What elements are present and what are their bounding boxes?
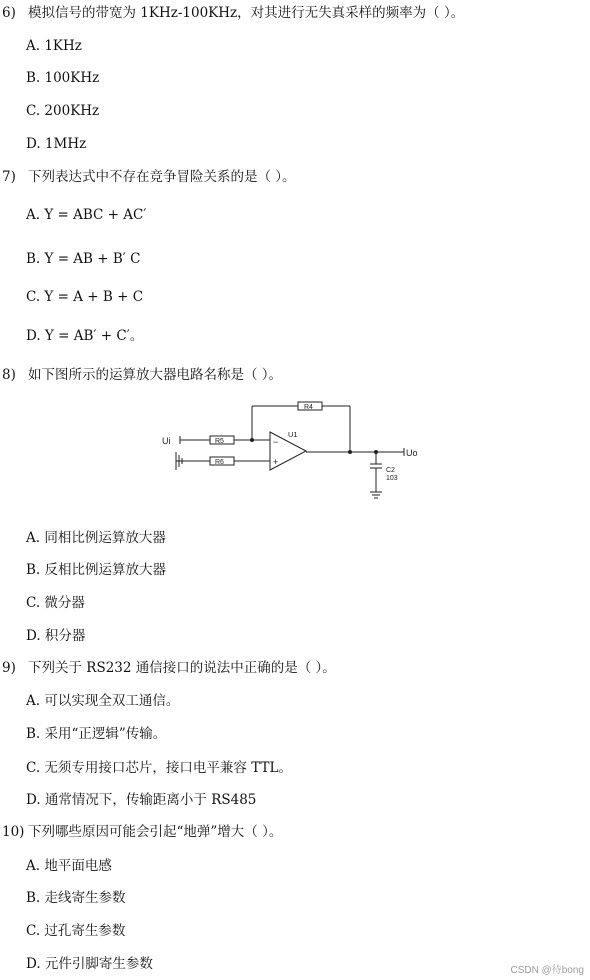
opamp-label: U1	[288, 430, 298, 439]
question-text: 下列关于 RS232 通信接口的说法中正确的是（ ）。	[28, 660, 336, 676]
option-9d: D. 通常情况下，传输距离小于 RS485	[26, 792, 257, 808]
option-7d: D. Y = AB′ + C′。	[26, 328, 144, 344]
question-text: 下列哪些原因可能会引起“地弹”增大（ ）。	[28, 824, 283, 840]
option-8b: B. 反相比例运算放大器	[26, 562, 167, 578]
option-8c: C. 微分器	[26, 595, 85, 611]
option-7a: A. Y = ABC + AC′	[26, 207, 147, 223]
question-8	[2, 366, 282, 384]
watermark: CSDN @待bong	[510, 965, 584, 976]
option-8a: A. 同相比例运算放大器	[26, 530, 166, 546]
question-7	[2, 168, 296, 186]
option-6c: C. 200KHz	[26, 103, 100, 119]
opamp-circuit-diagram	[158, 396, 428, 508]
junction-dot-output	[348, 450, 352, 454]
question-9	[2, 659, 336, 677]
option-6a: A. 1KHz	[26, 38, 82, 54]
output-label: Uo	[406, 448, 418, 458]
input-label: Ui	[162, 436, 171, 446]
option-6b: B. 100KHz	[26, 70, 100, 86]
question-text: 模拟信号的带宽为 1KHz-100KHz，对其进行无失真采样的频率为（ ）。	[28, 5, 465, 21]
question-text: 如下图所示的运算放大器电路名称是（ ）。	[28, 367, 283, 383]
question-10	[2, 823, 282, 841]
option-9b: B. 采用“正逻辑”传输。	[26, 726, 167, 742]
question-number: 7)	[2, 169, 16, 185]
question-number: 10)	[2, 824, 25, 840]
option-10b: B. 走线寄生参数	[26, 890, 126, 906]
cap-value: 103	[386, 475, 398, 482]
option-9c: C. 无须专用接口芯片，接口电平兼容 TTL。	[26, 760, 292, 776]
junction-dot-cap	[374, 450, 378, 454]
r6-label: R6	[215, 459, 224, 466]
option-6d: D. 1MHz	[26, 136, 87, 152]
option-7b: B. Y = AB + B′ C	[26, 251, 141, 267]
option-9a: A. 可以实现全双工通信。	[26, 693, 180, 709]
option-10a: A. 地平面电感	[26, 858, 112, 874]
option-10d: D. 元件引脚寄生参数	[26, 956, 153, 972]
r5-label: R5	[215, 438, 224, 445]
junction-dot-input	[250, 438, 254, 442]
opamp-plus: +	[273, 457, 279, 467]
opamp-minus: −	[273, 437, 279, 447]
question-number: 8)	[2, 367, 16, 383]
r4-label: R4	[304, 404, 313, 411]
cap-label: C2	[386, 467, 395, 474]
question-text: 下列表达式中不存在竞争冒险关系的是（ ）。	[28, 169, 296, 185]
option-7c: C. Y = A + B + C	[26, 289, 144, 305]
question-number: 9)	[2, 660, 16, 676]
option-8d: D. 积分器	[26, 628, 86, 644]
question-number: 6)	[2, 5, 16, 21]
question-6	[2, 4, 464, 22]
option-10c: C. 过孔寄生参数	[26, 923, 126, 939]
